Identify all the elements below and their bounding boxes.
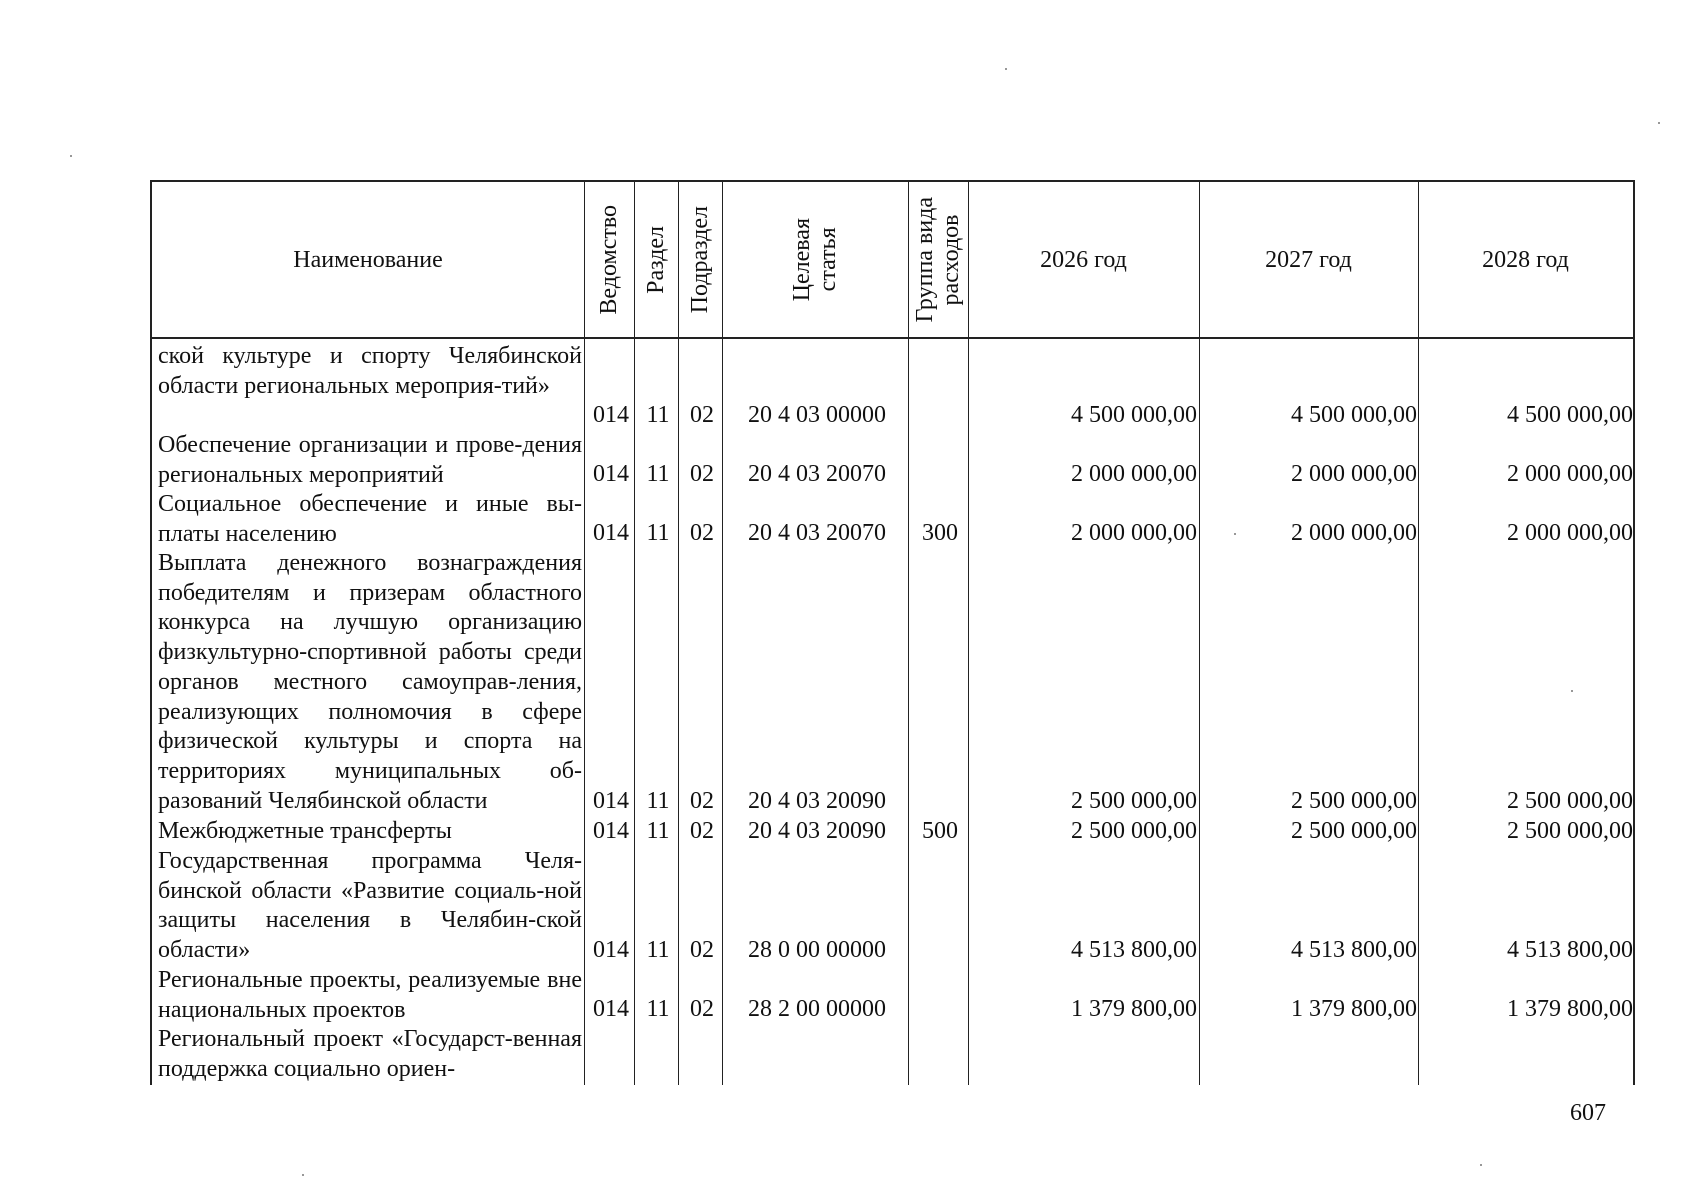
cell-razdel: 11 [646, 788, 670, 815]
cell-vedomstvo: 014 [593, 818, 629, 845]
cell-vedomstvo: 014 [593, 520, 629, 547]
cell-2027: 2 000 000,00 [1291, 461, 1417, 488]
table-row [152, 847, 1637, 966]
header-tselevaya-statya-text [789, 218, 841, 301]
cell-2027: 2 500 000,00 [1291, 818, 1417, 845]
cell-2026: 1 379 800,00 [1071, 996, 1197, 1023]
row-name: ской культуре и спорту Челябинской области региональных мероприя-тий» [158, 343, 582, 399]
cell-2028: 2 000 000,00 [1507, 520, 1633, 547]
scan-speck [1571, 690, 1573, 692]
header-year-2027-text: 2027 год [1265, 246, 1352, 273]
cell-2027: 2 000 000,00 [1291, 520, 1417, 547]
cell-2028: 4 500 000,00 [1507, 402, 1633, 429]
cell-vedomstvo: 014 [593, 996, 629, 1023]
cell-podrazdel: 02 [690, 788, 714, 815]
cell-2026: 2 000 000,00 [1071, 461, 1197, 488]
header-gruppa-line1: Группа вида [912, 196, 938, 323]
cell-2028: 2 000 000,00 [1507, 461, 1633, 488]
header-razdel [634, 182, 678, 337]
header-gruppa-vida [908, 182, 968, 337]
cell-podrazdel: 02 [690, 461, 714, 488]
cell-tselevaya: 20 4 03 20070 [748, 461, 886, 488]
row-name: Обеспечение организации и прове-дения региональных мероприятий [158, 432, 582, 488]
row-name: Региональные проекты, реализуемые вне национальных проектов [158, 967, 582, 1023]
header-tselevaya-line2: статья [815, 227, 841, 292]
budget-table [150, 180, 1635, 1085]
header-year-2026-text: 2026 год [1040, 246, 1127, 273]
cell-tselevaya: 20 4 03 00000 [748, 402, 886, 429]
header-gruppa-line2: расходов [938, 214, 964, 305]
cell-podrazdel: 02 [690, 520, 714, 547]
header-razdel-text: Раздел [643, 225, 669, 294]
table-row [152, 1025, 1637, 1085]
cell-razdel: 11 [646, 937, 670, 964]
header-tselevaya-statya [722, 182, 908, 337]
scan-speck [1480, 1164, 1482, 1166]
cell-2027: 1 379 800,00 [1291, 996, 1417, 1023]
scan-speck [302, 1174, 304, 1176]
table-row [152, 342, 1637, 431]
header-divider [152, 337, 1633, 339]
row-name: Социальное обеспечение и иные вы-платы населению [158, 491, 582, 547]
cell-tselevaya: 20 4 03 20090 [748, 818, 886, 845]
page-number: 607 [1570, 1100, 1606, 1126]
table-row [152, 549, 1637, 817]
header-year-2028-text: 2028 год [1482, 246, 1569, 273]
cell-2026: 2 500 000,00 [1071, 818, 1197, 845]
cell-2027: 4 500 000,00 [1291, 402, 1417, 429]
cell-gruppa: 500 [922, 818, 958, 845]
cell-2026: 2 000 000,00 [1071, 520, 1197, 547]
header-vedomstvo [584, 182, 634, 337]
cell-2028: 2 500 000,00 [1507, 788, 1633, 815]
row-name: Межбюджетные трансферты [158, 818, 452, 844]
header-year-2027 [1199, 182, 1418, 337]
scan-speck [1658, 122, 1660, 124]
scan-speck [1005, 68, 1007, 70]
cell-razdel: 11 [646, 818, 670, 845]
cell-razdel: 11 [646, 996, 670, 1023]
cell-2026: 2 500 000,00 [1071, 788, 1197, 815]
row-name: Государственная программа Челя-бинской области «Развитие социаль-ной защиты населения в Челябин-ской области» [158, 848, 582, 964]
cell-2026: 4 500 000,00 [1071, 402, 1197, 429]
cell-2027: 4 513 800,00 [1291, 937, 1417, 964]
header-vedomstvo-text: Ведомство [596, 204, 622, 315]
cell-2028: 4 513 800,00 [1507, 937, 1633, 964]
cell-gruppa: 300 [922, 520, 958, 547]
header-gruppa-vida-text [912, 197, 964, 322]
row-name: Региональный проект «Государст-венная поддержка социально ориен- [158, 1026, 582, 1082]
cell-razdel: 11 [646, 461, 670, 488]
row-name: Выплата денежного вознаграждения победителям и призерам областного конкурса на лучшую организацию физкультурно-спортивной работы среди органов местного самоуправ-ления, реализующих полномочия в сфере физической культуры и спорта на территориях муниципальных об-разований Челябинской области [158, 550, 582, 814]
header-tselevaya-line1: Целевая [789, 217, 815, 302]
cell-podrazdel: 02 [690, 996, 714, 1023]
cell-2026: 4 513 800,00 [1071, 937, 1197, 964]
table-row [152, 490, 1637, 549]
table-row [152, 966, 1637, 1025]
header-year-2026 [968, 182, 1199, 337]
cell-vedomstvo: 014 [593, 788, 629, 815]
header-name-text: Наименование [293, 246, 443, 273]
header-podrazdel-text: Подраздел [687, 205, 713, 314]
cell-tselevaya: 28 0 00 00000 [748, 937, 886, 964]
cell-vedomstvo: 014 [593, 937, 629, 964]
cell-podrazdel: 02 [690, 818, 714, 845]
cell-tselevaya: 20 4 03 20070 [748, 520, 886, 547]
cell-razdel: 11 [646, 520, 670, 547]
cell-podrazdel: 02 [690, 937, 714, 964]
header-year-2028 [1418, 182, 1633, 337]
cell-2028: 1 379 800,00 [1507, 996, 1633, 1023]
table-row [152, 817, 1637, 847]
cell-vedomstvo: 014 [593, 402, 629, 429]
scan-speck [1234, 533, 1236, 535]
header-name [152, 182, 584, 337]
scan-speck [70, 155, 72, 157]
cell-tselevaya: 28 2 00 00000 [748, 996, 886, 1023]
cell-vedomstvo: 014 [593, 461, 629, 488]
header-podrazdel [678, 182, 722, 337]
cell-2027: 2 500 000,00 [1291, 788, 1417, 815]
cell-2028: 2 500 000,00 [1507, 818, 1633, 845]
cell-podrazdel: 02 [690, 402, 714, 429]
cell-tselevaya: 20 4 03 20090 [748, 788, 886, 815]
cell-razdel: 11 [646, 402, 670, 429]
table-row [152, 431, 1637, 490]
